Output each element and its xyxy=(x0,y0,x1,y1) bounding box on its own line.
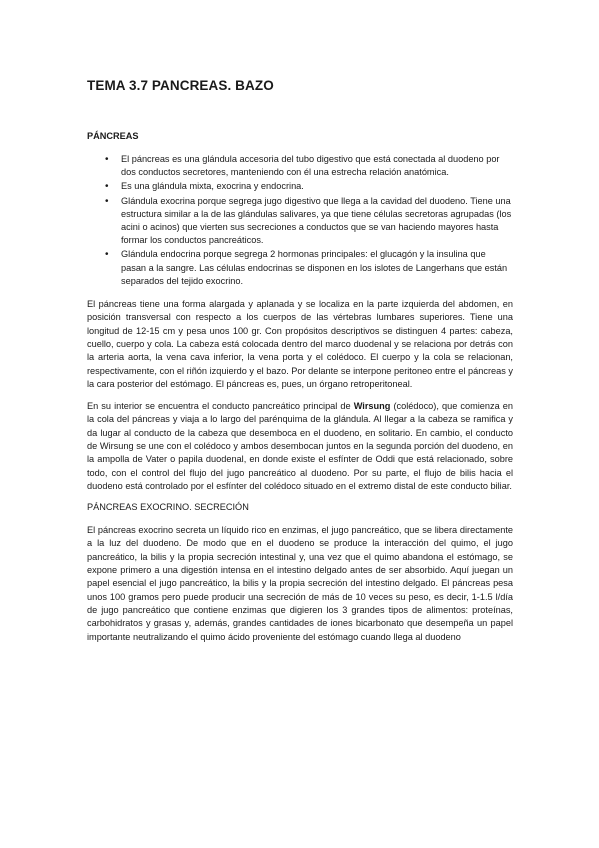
page-title: TEMA 3.7 PANCREAS. BAZO xyxy=(87,78,274,93)
paragraph-text: En su interior se encuentra el conducto pancreático principal de xyxy=(87,401,354,412)
list-item xyxy=(87,248,513,288)
list-item-text: Es una glándula mixta, exocrina y endocrina. xyxy=(121,181,304,192)
emphasis-wirsung: Wirsung xyxy=(353,401,391,412)
section-heading-pancreas: PÁNCREAS xyxy=(87,131,139,141)
bullet-list xyxy=(87,153,513,288)
list-item-text: Glándula exocrina porque segrega jugo digestivo que llega a la cavidad del duodeno. Tiene una estructura similar a la de las glándulas salivares, ya que tiene células secretoras agrupadas (los acini o acinos) que vierten sus secreciones a conductos que se van haciendo mayores hasta formar los conductos pancreáticos. xyxy=(121,195,512,246)
list-item xyxy=(87,153,513,179)
paragraph-anatomy: El páncreas tiene una forma alargada y aplanada y se localiza en la parte izquierda del abdomen, en posición transversal con respecto a los cuerpos de las vértebras lumbares superiores. Tiene una longitud de 12-15 cm y pesa unos 100 gr. Con propósitos descriptivos se distinguen 4 partes: cabeza, cuello, cuerpo y cola. La cabeza está colocada dentro del marco duodenal y se relaciona por detrás con la arteria aorta, la vena cava inferior, la vena porta y el colédoco. El cuerpo y la cola se relacionan, respectivamente, con el riñón izquierdo y el bazo. Por delante se interpone peritoneo entre el páncreas y la cara posterior del estómago. El páncreas es, pues, un órgano retroperitoneal. xyxy=(87,299,513,389)
bullet-icon: • xyxy=(105,249,109,261)
paragraph-exocrine-secretion: El páncreas exocrino secreta un líquido rico en enzimas, el jugo pancreático, que se libera directamente a la luz del duodeno. De modo que en el duodeno se produce la interacción del quimo, el jugo pancreático, la bilis y la propia secreción intestinal y, una vez que el quimo abandona el estómago, se expone primero a una digestión intensa en el intestino delgado antes de ser absorbido. Aquí juegan un papel esencial el jugo pancreático, la bilis y la propia secreción del intestino delgado. El páncreas pesa unos 100 gramos pero puede producir una secreción de más de 10 veces su peso, es decir, 1-1.5 l/día de jugo pancreático que contiene enzimas que digieren los 3 grandes tipos de alimentos: proteínas, carbohidratos y grasas y, además, grandes cantidades de iones bicarbonato que desempeña un papel importante neutralizando el quimo ácido proveniente del estómago cuando llega al duodeno xyxy=(87,525,513,642)
paragraph-text: (colédoco), que comienza en la cola del páncreas y viaja a lo largo del parénquima de la glándula. Al llegar a la cabeza se ramifica y da lugar al conducto de la cabeza que desemboca en el duodeno, en solitario. En cambio, el conducto de Wirsung se une con el colédoco y ambos desembocan juntos en la segunda porción del duodeno, en la ampolla de Vater o papila duodenal, en donde existe el esfínter de Oddi que está relacionado, sobre todo, con el control del flujo del jugo pancreático al duodeno. Por su parte, el flujo de bilis hacia el duodeno está controlado por el esfínter del colédoco situado en el extremo distal de este conducto biliar. xyxy=(87,401,513,491)
list-item-text: Glándula endocrina porque segrega 2 hormonas principales: el glucagón y la insulina que pasan a la sangre. Las células endocrinas se disponen en los islotes de Langerhans que están separados del tejido exocrino. xyxy=(121,249,508,286)
list-item xyxy=(87,180,513,193)
list-item-text: El páncreas es una glándula accesoria del tubo digestivo que está conectada al duodeno por dos conductos secretores, manteniendo con él una estrecha relación anatómica. xyxy=(121,154,500,178)
list-item xyxy=(87,195,513,248)
bullet-icon: • xyxy=(105,154,109,165)
paragraph-wirsung xyxy=(87,400,513,493)
section-heading-exocrine: PÁNCREAS EXOCRINO. SECRECIÓN xyxy=(87,502,249,513)
bullet-icon: • xyxy=(105,181,109,193)
bullet-icon: • xyxy=(105,195,109,207)
